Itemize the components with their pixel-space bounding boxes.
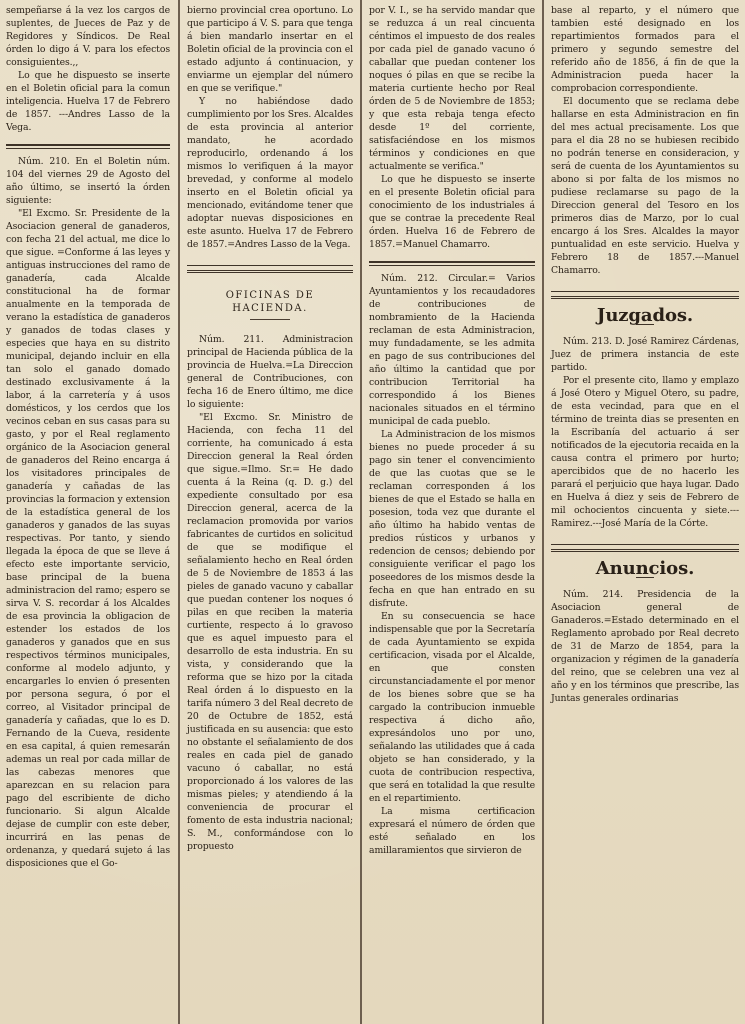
paragraph: Lo que he dispuesto se inserte en el Boletin oficial para la comun inteligencia. Huelva 17 de Febrero de 1857. ---Andres Lasso de la Vega. [6,70,170,133]
paragraph: Y no habiéndose dado cumplimiento por los Sres. Alcaldes de esta provincia al anterior mandato, he acordado reproducirlo, ordenando á los mismos lo verifiquen á la mayor brevedad, y conforme al modelo inserto en el Boletin oficial ya mencionado, evitándome tener que adoptar nuevas disposiciones en este asunto. Huelva 17 de Febrero de 1857.=Andres Lasso de la Vega. [187,96,353,250]
paragraph: bierno provincial crea oportuno. Lo que participo á V. S. para que tenga á bien mandarlo insertar en el Boletin oficial de la provincia con el estado adjunto á continuacion, y enviarme un ejemplar del número en que se verifique." [187,5,353,94]
ornamental-rule [551,544,739,552]
column-divider [178,0,180,1024]
short-rule [250,319,290,320]
column-4 [545,0,745,1024]
column-divider [360,0,362,1024]
section-title: Anuncios. [595,558,695,579]
paragraph: En su consecuencia se hace indispensable que por la Secretaría de cada Ayuntamiento se expida certificacion, visada por el Alcalde, en que consten circunstanciadamente el por menor de los bienes sobre que se ha cargado la contribucion inmueble respectiva á dicho año, expresándolos uno por uno, señalando las utilidades que á cada objeto se han considerado, y la cuota de contribucion respectiva, que será en totalidad la que resulte en el repartimiento. [369,611,535,804]
paragraph: La Administracion de los mismos bienes no puede proceder á su pago sin tener el convencimiento de que las cuotas que se le reclaman corresponden á los bienes de que el Estado se halla en posesion, toda vez que durante el año último ha habido ventas de predios rústicos y urbanos y redencion de censos; debiendo por consiguiente verificar el pago los poseedores de los mismos desde la fecha en que han entrado en su disfrute. [369,429,535,609]
paragraph: El documento que se reclama debe hallarse en esta Administracion en fin del mes actual precisamente. Los que para el dia 28 no se hubiesen recibido no podrán tenerse en consideracion, y será de cuenta de los Ayuntamientos su abono si por falta de los mismos no pudiese reclamarse su pago de la Direccion general del Tesoro en los primeros dias de Marzo, por lo cual encargo á los Sres. Alcaldes la mayor puntualidad en este servicio. Huelva y Febrero 18 de 1857.---Manuel Chamarro. [551,96,739,276]
paragraph: Núm. 213. D. José Ramirez Cárdenas, Juez de primera instancia de este partido. [551,336,739,373]
paragraph: base al reparto, y el número que tambien esté designado en los repartimientos formados para el primero y segundo semestre del referido año de 1856, á fin de que la Administracion pueda hacer la comprobacion correspondiente. [551,5,739,94]
paragraph: Lo que he dispuesto se inserte en el presente Boletin oficial para conocimiento de los industriales á que se contrae la precedente Real órden. Huelva 16 de Febrero de 1857.=Manuel Chamarro. [369,174,535,250]
column-1 [0,0,176,1024]
paragraph: Núm. 214. Presidencia de la Asociacion general de Ganaderos.=Estado determinado en el Reglamento aprobado por Real decreto de 31 de Marzo de 1854, para la organizacion y régimen de la ganadería del reino, que se celebren una vez al año y en los términos que prescribe, las Juntas generales ordinarias [551,589,739,704]
paragraph: Por el presente cito, llamo y emplazo á José Otero y Miguel Otero, su padre, de esta vecindad, para que en el término de treinta dias se presenten en la Escribanía del actuario á ser notificados de la ejecutoria recaida en la causa contra el primero por hurto; apercibidos que de no hacerlo les parará el perjuicio que haya lugar. Dado en Huelva á diez y seis de Febrero de mil ochocientos cincuenta y siete.---Ramirez.---José María de la Córte. [551,375,739,529]
column-2 [181,0,359,1024]
paragraph: Núm. 212. Circular.= Varios Ayuntamientos y los recaudadores de contribuciones de nombramiento de la Hacienda reclaman de esta Administracion, muy fundadamente, se les admita en pago de sus contribuciones del año último la cantidad que por contribucion Territorial ha correspondido á los Bienes nacionales situados en el término municipal de cada pueblo. [369,273,535,427]
paragraph: La misma certificacion expresará el número de órden que esté señalado en los amillaramientos que sirvieron de [369,806,535,856]
paragraph: Núm. 211. Administracion principal de Hacienda pública de la provincia de Huelva.=La Direccion general de Contribuciones, con fecha 16 de Enero último, me dice lo siguiente: [187,334,353,410]
paragraph: Núm. 210. En el Boletin núm. 104 del viernes 29 de Agosto del año último, se insertó la órden siguiente: [6,156,170,206]
paragraph: por V. I., se ha servido mandar que se reduzca á un real cincuenta céntimos el impuesto de dos reales por cada piel de ganado vacuno ó caballar que puedan contener los noques ó pilas en que se recibe la materia curtiente hecho por Real órden de 5 de Noviembre de 1853; y que esta rebaja tenga efecto desde 1º del corriente, satisfaciéndose en los mismos términos y condiciones en que actualmente se verifica." [369,5,535,172]
ornamental-rule [551,291,739,299]
separator-rule [369,261,535,266]
column-divider [542,0,544,1024]
section-heading: OFICINAS DE HACIENDA. [225,290,315,314]
spacer [187,323,353,333]
ornamental-rule [187,265,353,273]
paragraph: "El Excmo. Sr. Presidente de la Asociacion general de ganaderos, con fecha 21 del actual, me dice lo que sigue. =Conforme á las leyes y antiguas instrucciones del ramo de ganadería, cada Alcalde constitucional ha de formar anualmente en la temporada de verano la estadística de ganaderos y ganados de todas clases y especies que haya en su distrito municipal, dejando incluir en ella tan solo el ganado domado destinado exclusivamente á la labor, á la carretería y á usos domésticos, y los cerdos que los vecinos ceban en sus casas para su gasto, y por el Real reglamento orgánico de la Asociacion general de ganaderos del Reino encarga á los visitadores principales de ganadería y cañadas de las provincias la formacion y extension de la estadística general de los ganaderos y ganados de las suyas respectivas. Por tanto, y siendo llegada la época de que se lleve á efecto este importante servicio, base principal de la buena administracion del ramo; espero se sirva V. S. recordar á los Alcaldes de esa provincia la obligacion de estender los estados de los ganaderos y ganados que en sus respectivos términos municipales, conforme al modelo adjunto, y encargarles lo envien ó presenten por persona segura, ó por el correo, al Visitador principal de ganadería y cañadas, que lo es D. Fernando de la Cueva, residente en esa capital, á quien remesarán ademas un real por cada millar de las cabezas menores que aparezcan en su relacion para pago del escribiente de dicho funcionario. Si algun Alcalde dejase de cumplir con este deber, incurrirá en las penas de ordenanza, y quedará sujeto á las disposiciones que el Go- [6,208,170,869]
paragraph: "El Excmo. Sr. Ministro de Hacienda, con fecha 11 del corriente, ha comunicado á esta Direccion general la Real órden que sigue.=Ilmo. Sr.= He dado cuenta á la Reina (q. D. g.) del expediente consultado por esa Direccion general, acerca de la reclamacion promovida por varios fabricantes de curtidos en solicitud de que se modifique el señalamiento hecho en Real órden de 5 de Noviembre de 1853 á las pieles de ganado vacuno y caballar que puedan contener los noques ó pilas en que reciben la materia curtiente, respecto á lo gravoso que es aquel impuesto para el desarrollo de esta industria. En su vista, y considerando que la reforma que se hizo por la citada Real órden á lo dispuesto en la tarifa número 3 del Real decreto de 20 de Octubre de 1852, está justificada en su ausencia: que esto no obstante el señalamiento de dos reales en cada piel de ganado vacuno ó caballar, no está proporcionado á los valores de las mismas pieles; y atendiendo á la conveniencia de procurar el fomento de esta industria nacional; S. M., conformándose con lo propuesto [187,412,353,852]
column-3 [363,0,541,1024]
separator-rule [6,144,170,149]
section-title: Juzgados. [596,305,694,326]
paragraph: sempeñarse á la vez los cargos de suplentes, de Jueces de Paz y de Regidores y Síndicos. De Real órden lo digo á V. para los efectos consiguientes.,, [6,5,170,68]
